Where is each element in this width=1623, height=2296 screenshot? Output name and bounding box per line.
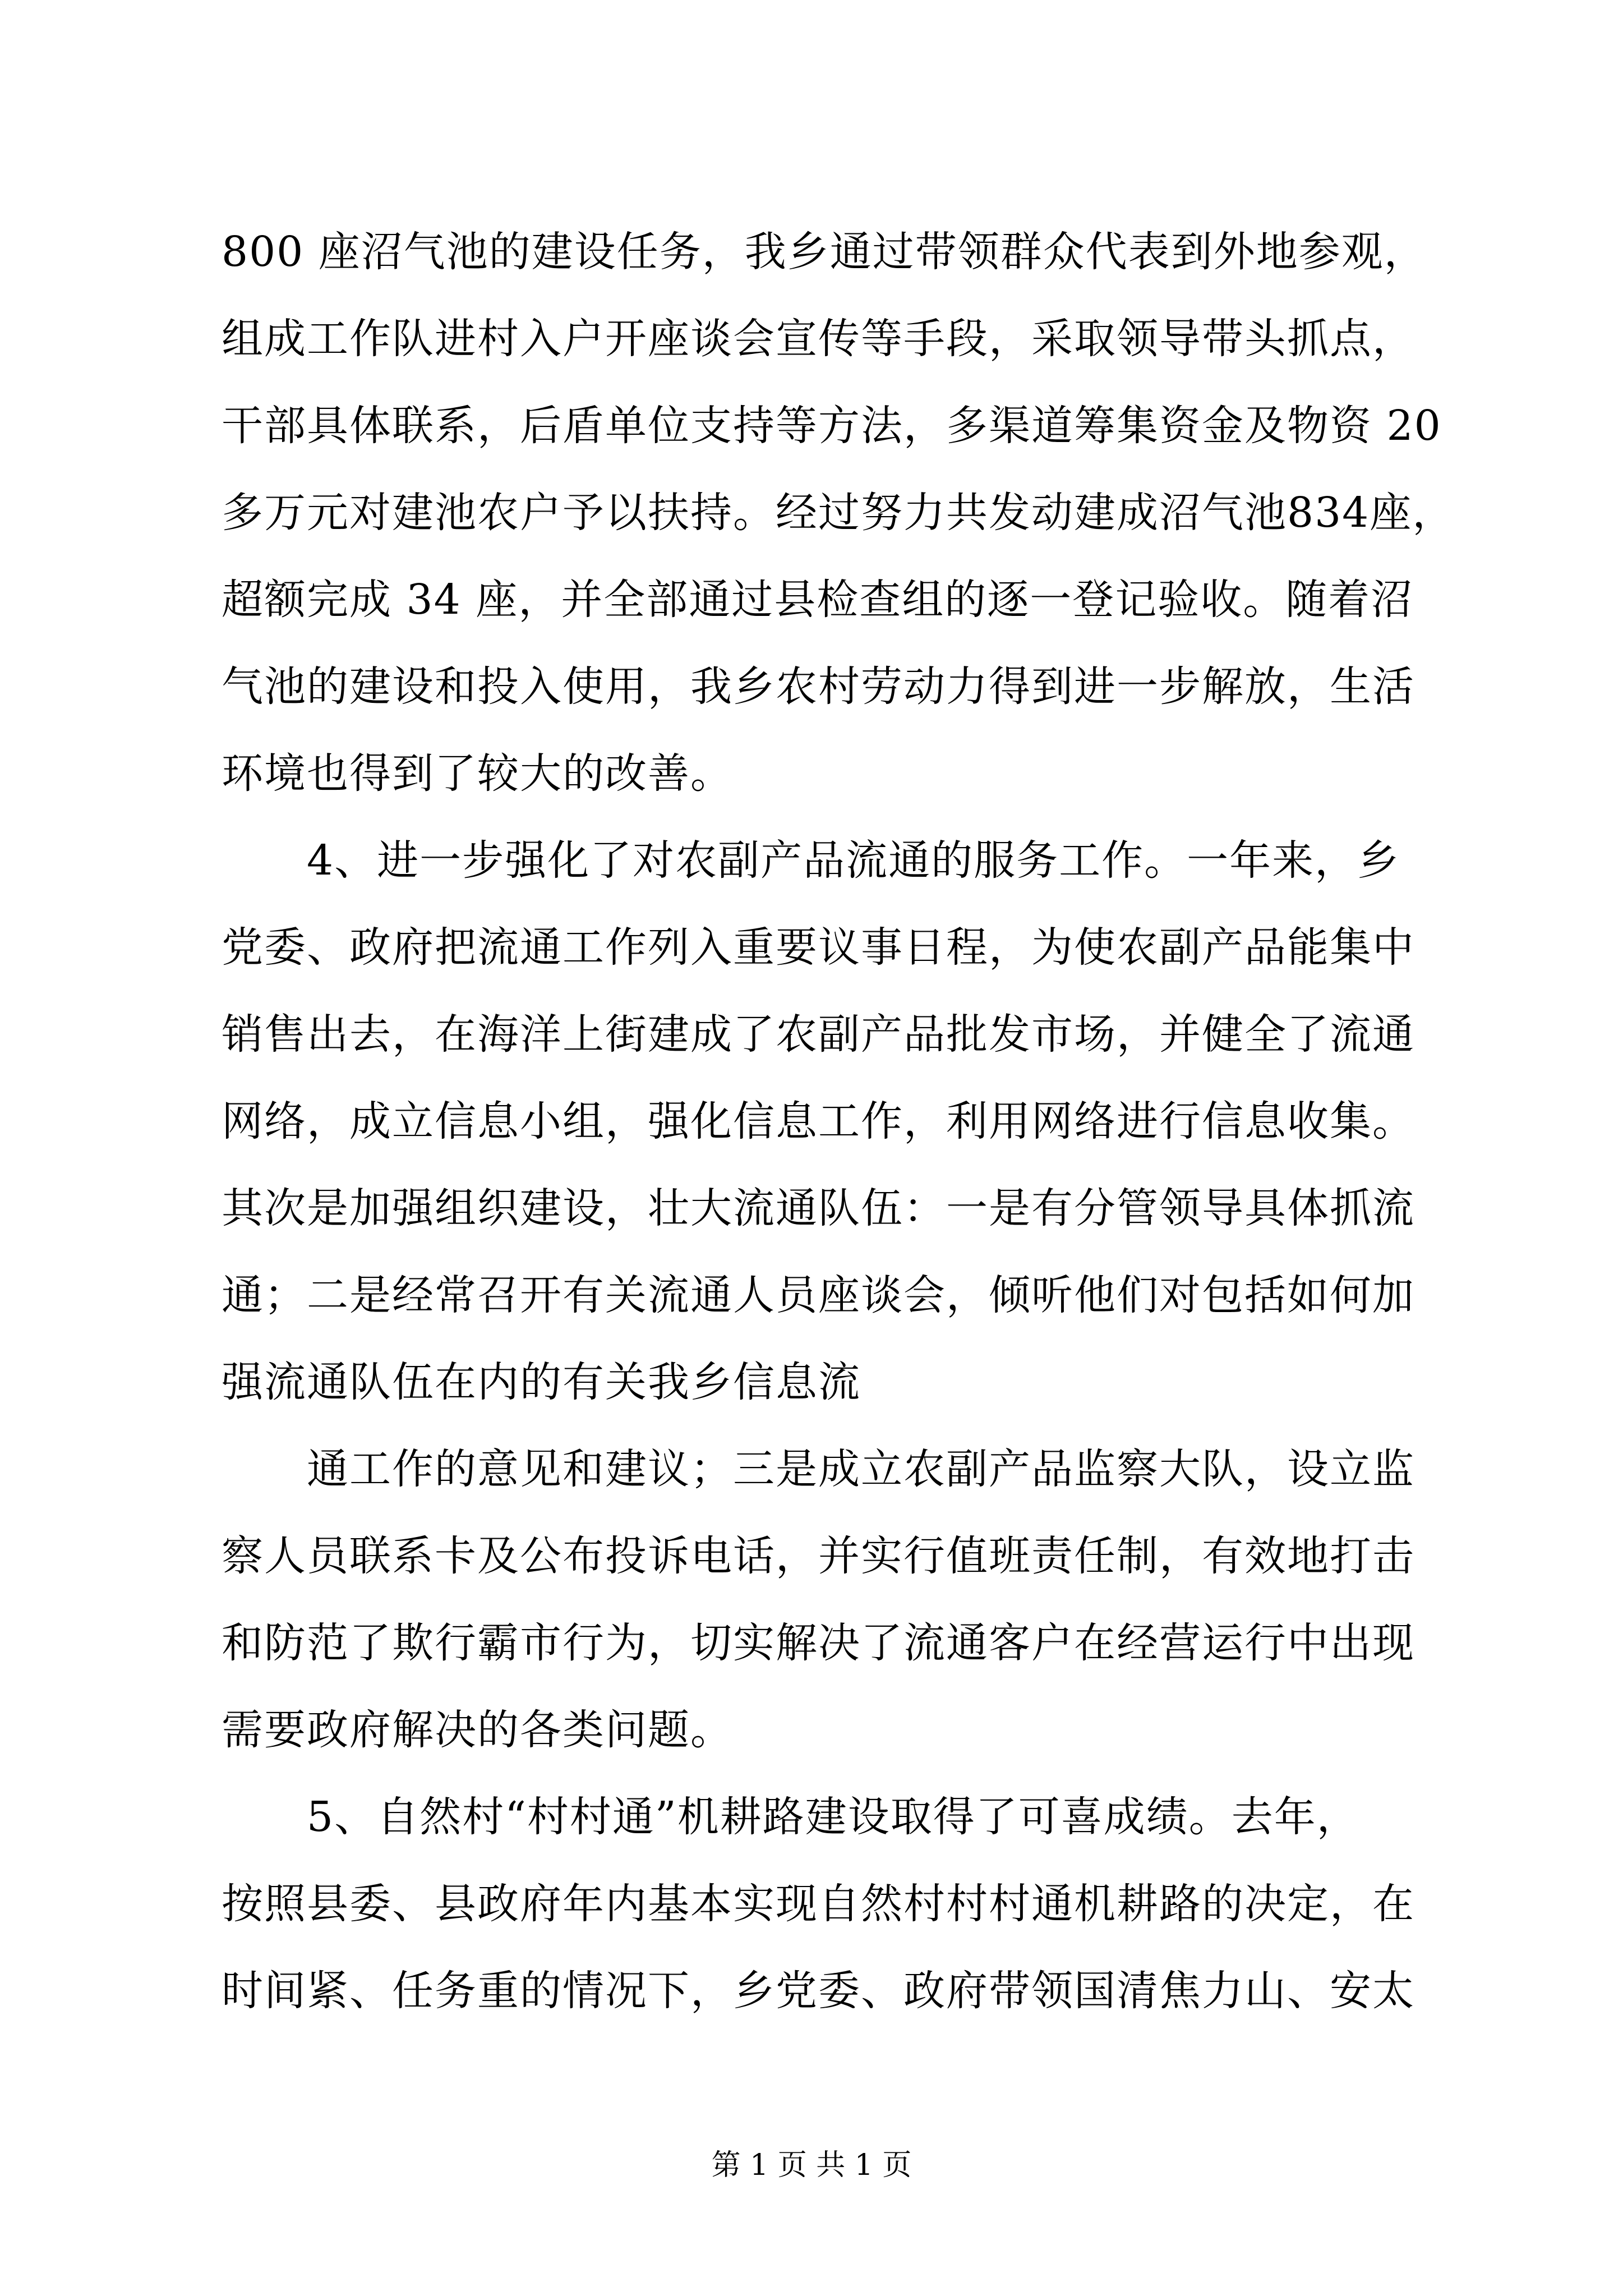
text-line: 销售出去，在海洋上街建成了农副产品批发市场，并健全了流通 — [222, 1010, 1415, 1059]
text-line: 党委、政府把流通工作列入重要议事日程，为使农副产品能集中 — [222, 923, 1415, 972]
text-line: 和防范了欺行霸市行为，切实解决了流通客户在经营运行中出现 — [222, 1619, 1415, 1667]
text-line: 按照县委、县政府年内基本实现自然村村村通机耕路的决定，在 — [222, 1880, 1415, 1928]
body-text — [222, 209, 1455, 2035]
text-line: 气池的建设和投入使用，我乡农村劳动力得到进一步解放，生活 — [222, 662, 1415, 711]
text-line: 察人员联系卡及公布投诉电话，并实行值班责任制，有效地打击 — [222, 1532, 1415, 1580]
text-line: 干部具体联系，后盾单位支持等方法，多渠道筹集资金及物资 20 — [222, 402, 1442, 450]
text-line: 组成工作队进村入户开座谈会宣传等手段，采取领导带头抓点， — [222, 315, 1415, 363]
text-line: 超额完成 34 座，并全部通过县检查组的逐一登记验收。随着沼 — [222, 576, 1414, 624]
text-line: 强流通队伍在内的有关我乡信息流 — [222, 1358, 861, 1406]
text-line: 多万元对建池农户予以扶持。经过努力共发动建成沼气池834座， — [222, 489, 1455, 537]
text-line: 800 座沼气池的建设任务，我乡通过带领群众代表到外地参观， — [222, 228, 1427, 276]
text-line: 需要政府解决的各类问题。 — [222, 1706, 733, 1754]
text-line: 网络，成立信息小组，强化信息工作，利用网络进行信息收集。 — [222, 1097, 1415, 1145]
text-line: 4、进一步强化了对农副产品流通的服务工作。一年来，乡 — [222, 836, 1400, 885]
text-line: 通；二是经常召开有关流通人员座谈会，倾听他们对包括如何加 — [222, 1271, 1415, 1319]
text-line: 时间紧、任务重的情况下，乡党委、政府带领国清焦力山、安太 — [222, 1967, 1415, 2015]
page-footer — [0, 2148, 1623, 2182]
text-line: 环境也得到了较大的改善。 — [222, 749, 733, 798]
text-line: 其次是加强组织建设，壮大流通队伍：一是有分管领导具体抓流 — [222, 1184, 1415, 1232]
page-number: 第 1 页 共 1 页 — [711, 2148, 912, 2182]
text-line: 通工作的意见和建议；三是成立农副产品监察大队，设立监 — [222, 1445, 1415, 1493]
text-line: 5、自然村“村村通”机耕路建设取得了可喜成绩。去年， — [222, 1793, 1359, 1841]
